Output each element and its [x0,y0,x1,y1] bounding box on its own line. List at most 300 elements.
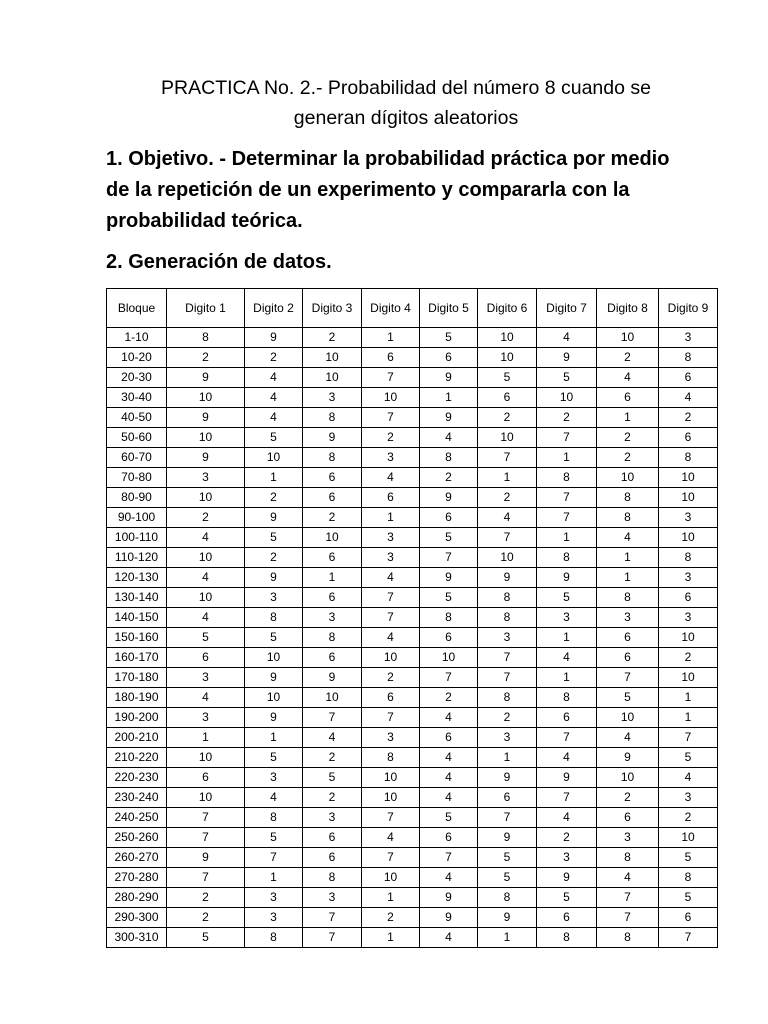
digit-cell: 5 [537,888,597,908]
digit-cell: 6 [167,768,245,788]
digit-cell: 6 [537,908,597,928]
digit-cell: 9 [420,888,478,908]
column-header: Bloque [107,289,167,328]
digit-cell: 3 [245,588,303,608]
table-row [107,768,718,788]
digit-cell: 8 [420,608,478,628]
digit-cell: 6 [420,508,478,528]
block-range-cell: 180-190 [107,688,167,708]
digit-cell: 1 [537,628,597,648]
table-row [107,888,718,908]
digit-cell: 10 [659,488,718,508]
digit-cell: 10 [659,668,718,688]
digit-cell: 4 [362,568,420,588]
table-row [107,688,718,708]
objective-paragraph [106,144,706,237]
block-range-cell: 80-90 [107,488,167,508]
digit-cell: 9 [167,448,245,468]
digit-cell: 6 [597,808,659,828]
digit-cell: 7 [478,668,537,688]
digit-cell: 3 [245,768,303,788]
digit-cell: 2 [245,488,303,508]
digit-cell: 9 [245,508,303,528]
column-header: Digito 8 [597,289,659,328]
digit-cell: 3 [537,608,597,628]
digit-cell: 5 [303,768,362,788]
digit-cell: 1 [478,468,537,488]
digit-cell: 6 [420,348,478,368]
digit-cell: 8 [597,588,659,608]
digit-cell: 6 [659,368,718,388]
digit-cell: 8 [478,588,537,608]
block-range-cell: 290-300 [107,908,167,928]
digit-cell: 7 [362,848,420,868]
table-row [107,508,718,528]
table-row [107,728,718,748]
digit-cell: 2 [537,828,597,848]
digit-cell: 9 [597,748,659,768]
digit-cell: 5 [167,628,245,648]
digit-cell: 3 [362,728,420,748]
block-range-cell: 30-40 [107,388,167,408]
digit-cell: 4 [420,928,478,948]
digit-cell: 4 [420,868,478,888]
table-row [107,368,718,388]
block-range-cell: 60-70 [107,448,167,468]
digit-cell: 4 [245,788,303,808]
digit-cell: 7 [362,608,420,628]
digit-cell: 2 [597,448,659,468]
digit-cell: 7 [420,848,478,868]
digit-cell: 9 [420,408,478,428]
digit-cell: 4 [167,608,245,628]
table-row [107,528,718,548]
digit-cell: 2 [478,488,537,508]
digit-cell: 10 [167,388,245,408]
digit-cell: 7 [478,808,537,828]
digit-cell: 9 [245,708,303,728]
digit-cell: 2 [167,888,245,908]
digit-cell: 1 [537,448,597,468]
block-range-cell: 160-170 [107,648,167,668]
table-row [107,448,718,468]
digit-cell: 4 [167,528,245,548]
digit-cell: 8 [537,548,597,568]
block-range-cell: 50-60 [107,428,167,448]
digit-cell: 8 [245,808,303,828]
digit-cell: 1 [303,568,362,588]
digit-cell: 3 [659,608,718,628]
digit-cell: 8 [537,468,597,488]
digit-cell: 2 [362,908,420,928]
digit-cell: 3 [597,828,659,848]
digit-cell: 2 [659,408,718,428]
digit-cell: 6 [420,728,478,748]
table-row [107,408,718,428]
table-row [107,348,718,368]
objective-line-1: 1. Objetivo. - Determinar la probabilidad práctica por medio [106,148,670,170]
digit-cell: 7 [478,528,537,548]
table-row [107,548,718,568]
digit-cell: 1 [659,688,718,708]
digit-cell: 8 [597,848,659,868]
digit-cell: 1 [362,508,420,528]
digit-cell: 10 [245,648,303,668]
digit-cell: 5 [420,328,478,348]
table-row [107,828,718,848]
digit-cell: 7 [362,588,420,608]
digit-cell: 3 [362,448,420,468]
digit-cell: 2 [167,908,245,928]
digit-cell: 8 [303,628,362,648]
table-body [107,328,718,948]
digit-cell: 2 [420,688,478,708]
table-row [107,328,718,348]
table-header-row [107,289,718,328]
digit-cell: 10 [303,368,362,388]
digit-cell: 3 [478,628,537,648]
digit-cell: 6 [478,388,537,408]
digit-cell: 4 [537,328,597,348]
digit-cell: 9 [245,568,303,588]
digit-cell: 6 [478,788,537,808]
digit-cell: 5 [659,888,718,908]
digit-cell: 3 [659,788,718,808]
block-range-cell: 10-20 [107,348,167,368]
digit-cell: 8 [245,608,303,628]
digit-cell: 10 [478,428,537,448]
objective-line-3: probabilidad teórica. [106,210,303,232]
digit-cell: 7 [537,428,597,448]
digit-cell: 10 [659,468,718,488]
block-range-cell: 280-290 [107,888,167,908]
table-row [107,808,718,828]
digit-cell: 1 [362,328,420,348]
digit-cell: 10 [362,648,420,668]
digit-cell: 4 [597,528,659,548]
digit-cell: 4 [537,808,597,828]
digit-cell: 6 [362,488,420,508]
digit-cell: 7 [303,708,362,728]
block-range-cell: 150-160 [107,628,167,648]
block-range-cell: 250-260 [107,828,167,848]
digit-cell: 8 [478,688,537,708]
digit-cell: 7 [537,488,597,508]
title-line-2: generan dígitos aleatorios [293,107,519,129]
digit-cell: 7 [537,508,597,528]
title-line-1: PRACTICA No. 2.- Probabilidad del número 8 cuando se [161,77,651,99]
digit-cell: 4 [420,768,478,788]
digit-cell: 6 [303,828,362,848]
digit-cell: 2 [659,808,718,828]
digit-cell: 4 [245,388,303,408]
digit-cell: 10 [362,768,420,788]
digit-cell: 1 [597,548,659,568]
digit-cell: 1 [597,568,659,588]
table-row [107,668,718,688]
digit-cell: 7 [659,728,718,748]
column-header: Digito 6 [478,289,537,328]
digit-cell: 6 [659,908,718,928]
digit-cell: 1 [478,748,537,768]
digit-cell: 4 [537,648,597,668]
digit-cell: 10 [303,528,362,548]
digit-cell: 10 [167,748,245,768]
column-header: Digito 9 [659,289,718,328]
digit-cell: 10 [167,548,245,568]
digit-cell: 1 [245,728,303,748]
column-header: Digito 7 [537,289,597,328]
digit-cell: 4 [659,388,718,408]
digit-cell: 10 [167,428,245,448]
digit-cell: 6 [303,848,362,868]
digit-cell: 7 [478,648,537,668]
digit-cell: 9 [478,908,537,928]
digit-cell: 2 [659,648,718,668]
digit-cell: 6 [303,588,362,608]
digit-cell: 6 [167,648,245,668]
digit-cell: 6 [537,708,597,728]
block-range-cell: 270-280 [107,868,167,888]
digit-cell: 7 [597,888,659,908]
block-range-cell: 70-80 [107,468,167,488]
table-row [107,488,718,508]
digit-cell: 2 [478,708,537,728]
digit-cell: 2 [167,348,245,368]
digit-cell: 7 [597,668,659,688]
digit-cell: 9 [537,568,597,588]
digit-cell: 9 [245,668,303,688]
digit-cell: 10 [167,488,245,508]
digit-cell: 10 [659,828,718,848]
digit-cell: 3 [659,328,718,348]
digit-cell: 3 [659,508,718,528]
digit-cell: 5 [420,588,478,608]
digit-cell: 5 [537,588,597,608]
digit-cell: 10 [245,688,303,708]
digit-cell: 4 [362,468,420,488]
digit-cell: 5 [420,528,478,548]
digit-cell: 1 [245,468,303,488]
digit-cell: 1 [362,888,420,908]
table-row [107,628,718,648]
digit-cell: 3 [537,848,597,868]
digit-cell: 7 [537,788,597,808]
block-range-cell: 170-180 [107,668,167,688]
table-row [107,468,718,488]
table-row [107,388,718,408]
digit-cell: 6 [362,348,420,368]
digit-cell: 6 [420,628,478,648]
digit-cell: 2 [597,428,659,448]
digit-cell: 4 [303,728,362,748]
digit-cell: 9 [245,328,303,348]
digit-cell: 3 [597,608,659,628]
digit-cell: 8 [659,348,718,368]
digit-cell: 4 [362,828,420,848]
digit-cell: 2 [245,548,303,568]
table-row [107,908,718,928]
digit-cell: 5 [245,428,303,448]
digit-cell: 7 [303,928,362,948]
block-range-cell: 230-240 [107,788,167,808]
digit-cell: 9 [537,768,597,788]
table-row [107,648,718,668]
digit-cell: 5 [420,808,478,828]
digit-cell: 2 [245,348,303,368]
block-range-cell: 210-220 [107,748,167,768]
digit-cell: 10 [303,688,362,708]
digit-cell: 9 [420,908,478,928]
block-range-cell: 200-210 [107,728,167,748]
digit-cell: 7 [537,728,597,748]
block-range-cell: 190-200 [107,708,167,728]
digit-cell: 6 [303,488,362,508]
digit-cell: 7 [245,848,303,868]
digit-cell: 3 [245,888,303,908]
digit-cell: 10 [597,768,659,788]
digit-cell: 2 [597,348,659,368]
table-row [107,568,718,588]
digit-cell: 4 [245,368,303,388]
digit-cell: 5 [245,628,303,648]
digit-cell: 7 [362,808,420,828]
digit-cell: 2 [362,428,420,448]
block-range-cell: 1-10 [107,328,167,348]
table-row [107,428,718,448]
digit-cell: 7 [362,368,420,388]
digit-cell: 10 [597,708,659,728]
digit-cell: 10 [167,788,245,808]
digit-cell: 10 [597,328,659,348]
table-row [107,588,718,608]
digit-cell: 4 [420,708,478,728]
block-range-cell: 300-310 [107,928,167,948]
digit-cell: 9 [303,668,362,688]
table-row [107,928,718,948]
digit-cell: 9 [478,828,537,848]
digit-cell: 1 [537,668,597,688]
digit-cell: 3 [362,528,420,548]
digit-cell: 8 [659,868,718,888]
digit-cell: 7 [167,828,245,848]
table-row [107,608,718,628]
digit-cell: 5 [659,748,718,768]
digit-cell: 5 [167,928,245,948]
block-range-cell: 120-130 [107,568,167,588]
digit-cell: 5 [537,368,597,388]
digit-cell: 3 [303,808,362,828]
digit-cell: 7 [597,908,659,928]
digit-cell: 8 [303,408,362,428]
digit-cell: 1 [420,388,478,408]
digit-cell: 2 [167,508,245,528]
data-table [106,288,718,948]
digit-cell: 7 [478,448,537,468]
digit-cell: 9 [167,408,245,428]
digit-cell: 4 [167,568,245,588]
digit-cell: 9 [537,868,597,888]
table-row [107,708,718,728]
digit-cell: 6 [303,468,362,488]
digit-cell: 6 [659,588,718,608]
digit-cell: 6 [659,428,718,448]
digit-cell: 8 [478,608,537,628]
table-row [107,748,718,768]
column-header: Digito 5 [420,289,478,328]
digit-cell: 3 [245,908,303,928]
digit-cell: 8 [597,508,659,528]
digit-cell: 2 [362,668,420,688]
digit-cell: 2 [303,328,362,348]
block-range-cell: 140-150 [107,608,167,628]
digit-cell: 2 [303,508,362,528]
digit-cell: 1 [537,528,597,548]
block-range-cell: 220-230 [107,768,167,788]
block-range-cell: 100-110 [107,528,167,548]
digit-cell: 5 [478,368,537,388]
digit-cell: 4 [420,788,478,808]
digit-cell: 2 [420,468,478,488]
digit-cell: 1 [478,928,537,948]
digit-cell: 3 [167,668,245,688]
digit-cell: 7 [362,708,420,728]
digit-cell: 4 [167,688,245,708]
digit-cell: 10 [167,588,245,608]
digit-cell: 3 [167,468,245,488]
digit-cell: 4 [362,628,420,648]
digit-cell: 9 [537,348,597,368]
digit-cell: 1 [362,928,420,948]
digit-cell: 10 [362,788,420,808]
digit-cell: 8 [597,928,659,948]
digit-cell: 10 [478,548,537,568]
digit-cell: 10 [659,528,718,548]
digit-cell: 2 [597,788,659,808]
digit-cell: 3 [303,608,362,628]
digit-cell: 8 [478,888,537,908]
practice-title [106,73,706,133]
digit-cell: 9 [167,368,245,388]
block-range-cell: 20-30 [107,368,167,388]
digit-cell: 3 [303,388,362,408]
column-header: Digito 3 [303,289,362,328]
digit-cell: 8 [537,688,597,708]
digit-cell: 8 [167,328,245,348]
section-heading: 2. Generación de datos. [106,251,332,273]
digit-cell: 5 [597,688,659,708]
digit-cell: 7 [303,908,362,928]
digit-cell: 6 [597,388,659,408]
digit-cell: 10 [362,868,420,888]
digit-cell: 9 [478,768,537,788]
digit-cell: 8 [362,748,420,768]
digit-cell: 1 [597,408,659,428]
digit-cell: 4 [245,408,303,428]
digit-cell: 5 [478,848,537,868]
digit-cell: 3 [303,888,362,908]
digit-cell: 1 [245,868,303,888]
digit-cell: 6 [597,648,659,668]
digit-cell: 9 [420,488,478,508]
block-range-cell: 90-100 [107,508,167,528]
digit-cell: 10 [478,328,537,348]
digit-cell: 9 [420,568,478,588]
digit-cell: 8 [659,448,718,468]
table-row [107,848,718,868]
digit-cell: 10 [362,388,420,408]
digit-cell: 10 [303,348,362,368]
